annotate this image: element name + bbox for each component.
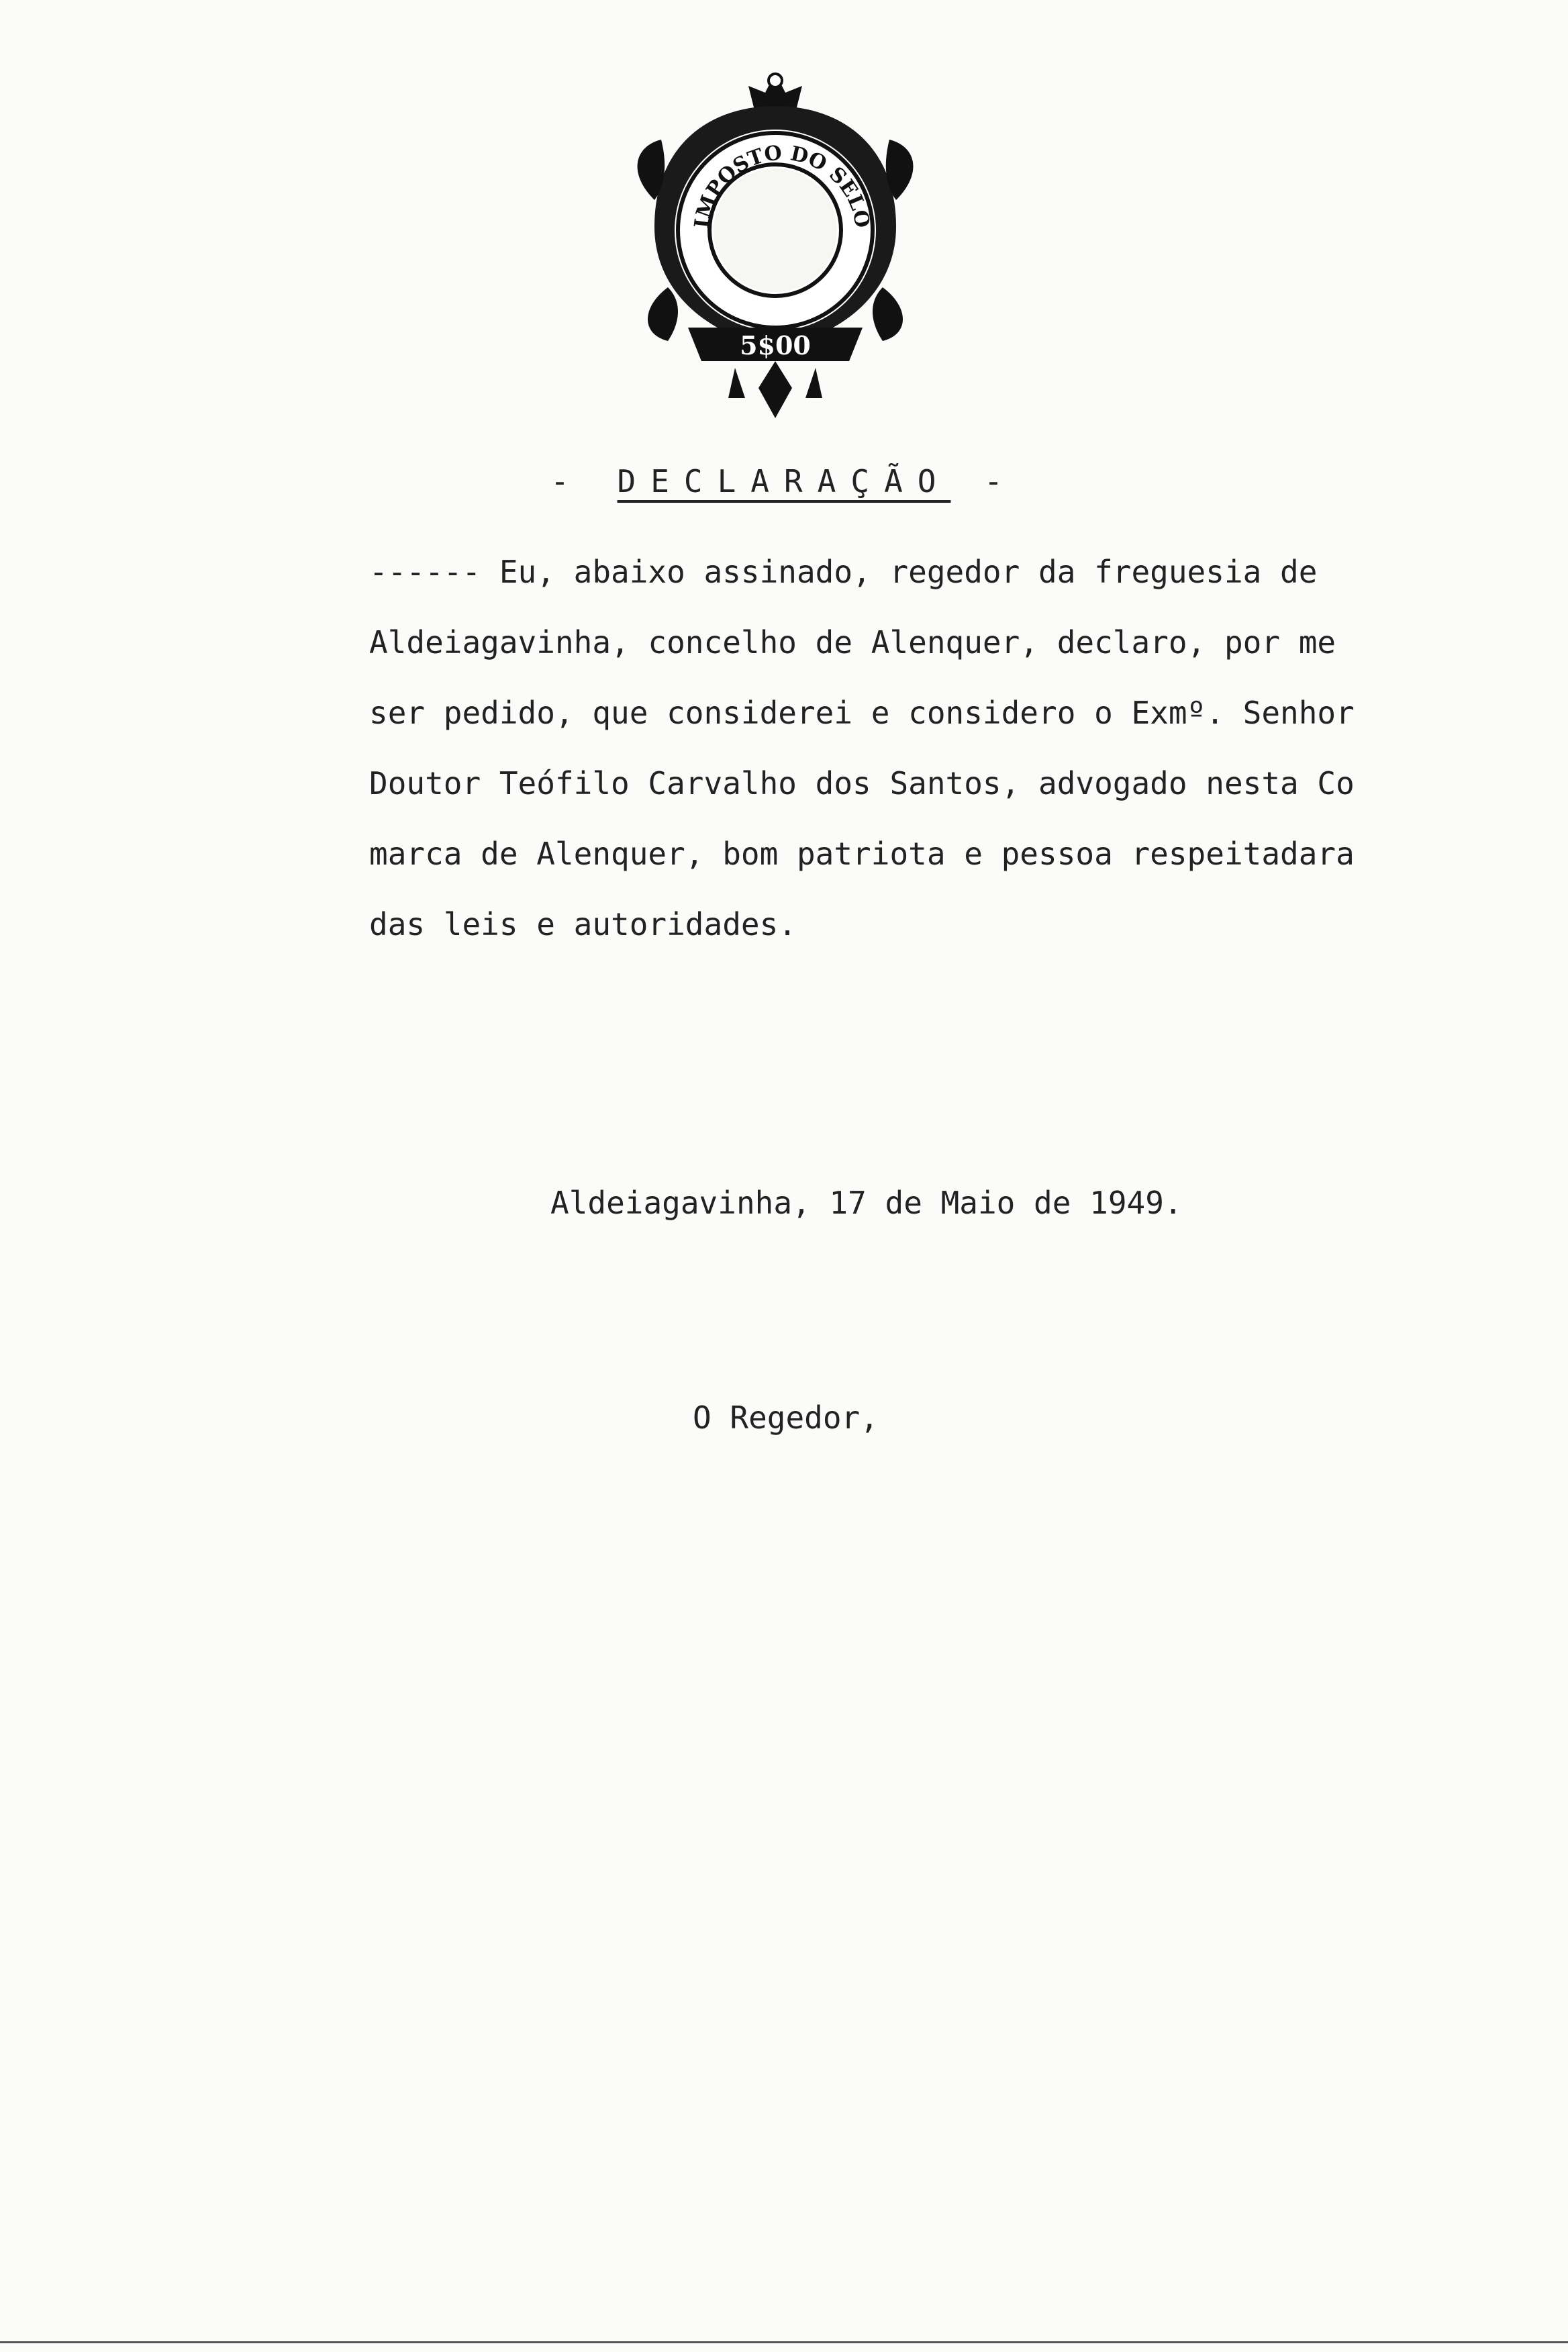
title-suffix: - [984,463,1018,499]
title-prefix: - [550,463,584,499]
declaration-body: ------ Eu, abaixo assinado, regedor da freguesia de Aldeiagavinha, concelho de Alenquer, declaro, por me ser pedido, que considerei e considero o Exmº. Senhor Doutor Teófilo Carvalho dos Santos, advogado nesta Co marca de Alenquer, bom patriota e pessoa respeitadara das leis e autoridades. [369,554,1355,942]
signer-line: O Regedor, [693,1400,879,1436]
stamp-inscription: IMPOSTO DO SELO [690,141,875,230]
bottom-rule [0,2341,1568,2343]
stamp-value: 5$00 [740,330,811,360]
place-and-date: Aldeiagavinha, 17 de Maio de 1949. [550,1185,1183,1221]
document-title [0,463,1568,499]
tax-stamp-seal [628,66,923,422]
title-word: DECLARAÇÃO [617,463,951,499]
